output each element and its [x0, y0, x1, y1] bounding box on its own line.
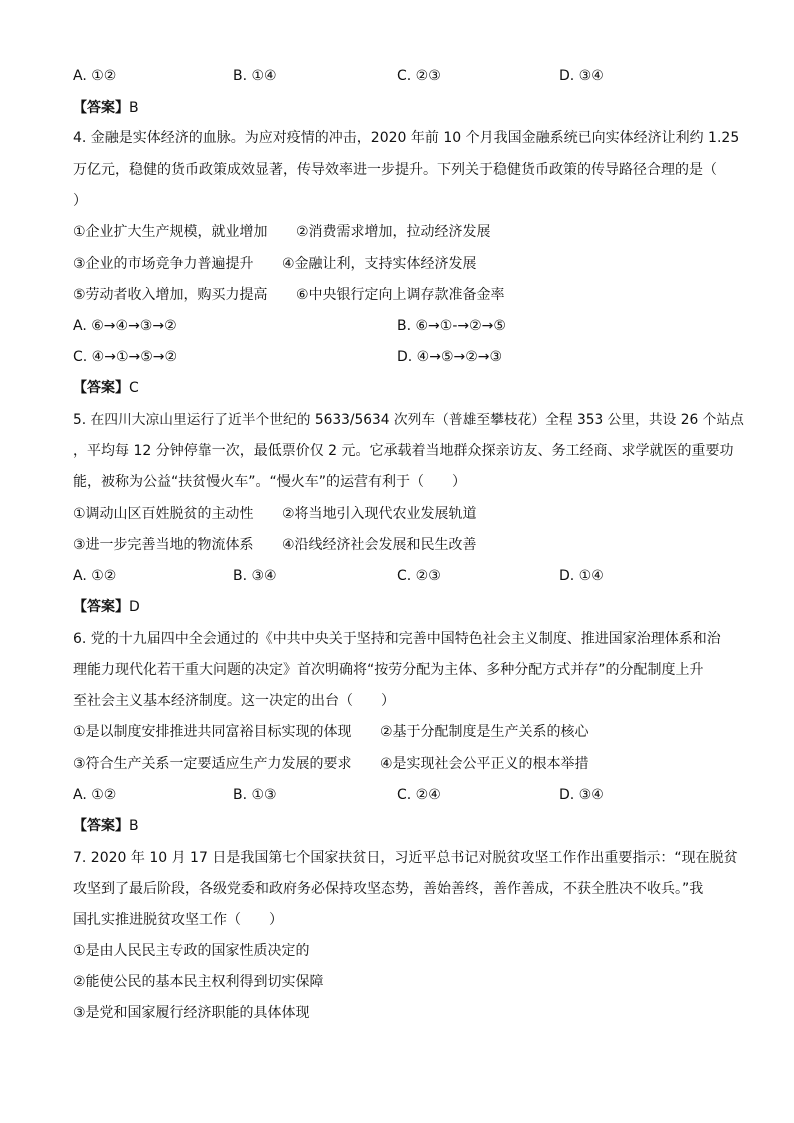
answer-value: C	[129, 380, 139, 396]
q7-statement-3: ③是党和国家履行经济职能的具体体现	[73, 1005, 310, 1021]
answer-label: 【答案】	[73, 599, 129, 615]
q5-statement-1: ①调动山区百姓脱贫的主动性	[73, 506, 254, 522]
q3-answer	[73, 98, 139, 118]
q5-stem-line-1: 5. 在四川大凉山里运行了近半个世纪的 5633/5634 次列车（普雄至攀枝花）全程 353 公里，共设 26 个站点	[73, 412, 744, 428]
q4-statement-3: ③企业的市场竞争力普遍提升	[73, 256, 254, 272]
q6-stem-line-2: 理能力现代化若干重大问题的决定》首次明确将“按劳分配为主体、多种分配方式并存”的分配制度上升	[73, 662, 704, 678]
q4-statement-4: ④金融让利，支持实体经济发展	[282, 256, 477, 272]
q4-statement-6: ⑥中央银行定向上调存款准备金率	[296, 287, 505, 303]
q7-stem-line-2: 攻坚到了最后阶段，各级党委和政府务必保持攻坚态势，善始善终，善作善成，不获全胜决不收兵。”我	[73, 881, 704, 897]
q5-option-c: C. ②③	[397, 568, 441, 584]
q7-stem-line-3: 国扎实推进脱贫攻坚工作（ ）	[73, 912, 283, 928]
q4-statement-2: ②消费需求增加，拉动经济发展	[296, 224, 491, 240]
answer-label: 【答案】	[73, 380, 129, 396]
q7-stem-line-1: 7. 2020 年 10 月 17 日是我国第七个国家扶贫日，习近平总书记对脱贫攻坚工作作出重要指示：“现在脱贫	[73, 850, 738, 866]
q7-statement-1: ①是由人民民主专政的国家性质决定的	[73, 943, 310, 959]
q4-stem-line-1: 4. 金融是实体经济的血脉。为应对疫情的冲击，2020 年前 10 个月我国金融系统已向实体经济让利约 1.25	[73, 130, 740, 146]
q6-statement-2: ②基于分配制度是生产关系的核心	[380, 724, 589, 740]
q5-option-d: D. ①④	[559, 568, 604, 584]
q4-option-a: A. ⑥→④→③→②	[73, 318, 177, 334]
q4-option-d: D. ④→⑤→②→③	[397, 349, 503, 365]
q3-option-a: A. ①②	[73, 68, 117, 84]
q4-answer	[73, 378, 139, 398]
q5-statement-4: ④沿线经济社会发展和民生改善	[282, 537, 477, 553]
q5-stem-line-3: 能，被称为公益“扶贫慢火车”。“慢火车”的运营有利于（ ）	[73, 474, 467, 490]
answer-value: B	[129, 100, 139, 116]
q5-statement-3: ③进一步完善当地的物流体系	[73, 537, 254, 553]
q5-option-b: B. ③④	[233, 568, 277, 584]
q6-option-c: C. ②④	[397, 787, 441, 803]
q4-statement-1: ①企业扩大生产规模，就业增加	[73, 224, 268, 240]
q5-option-a: A. ①②	[73, 568, 117, 584]
q6-option-d: D. ③④	[559, 787, 604, 803]
q5-stem-line-2: ，平均每 12 分钟停靠一次，最低票价仅 2 元。它承载着当地群众探亲访友、务工经商、求学就医的重要功	[73, 443, 734, 459]
q6-statement-1: ①是以制度安排推进共同富裕目标实现的体现	[73, 724, 352, 740]
q7-statement-2: ②能使公民的基本民主权利得到切实保障	[73, 974, 324, 990]
q4-option-b: B. ⑥→①-→②→⑤	[397, 318, 506, 334]
q6-stem-line-1: 6. 党的十九届四中全会通过的《中共中央关于坚持和完善中国特色社会主义制度、推进国家治理体系和治	[73, 631, 721, 647]
q3-option-c: C. ②③	[397, 68, 441, 84]
q4-option-c: C. ④→①→⑤→②	[73, 349, 178, 365]
q6-statement-3: ③符合生产关系一定要适应生产力发展的要求	[73, 756, 352, 772]
q5-statement-2: ②将当地引入现代农业发展轨道	[282, 506, 477, 522]
q5-answer	[73, 597, 140, 617]
q4-stem-line-2: 万亿元，稳健的货币政策成效显著，传导效率进一步提升。下列关于稳健货币政策的传导路径合理的是（	[73, 162, 717, 178]
q6-answer	[73, 816, 139, 836]
q6-option-a: A. ①②	[73, 787, 117, 803]
q3-option-b: B. ①④	[233, 68, 277, 84]
answer-label: 【答案】	[73, 818, 129, 834]
q4-stem-line-3: ）	[73, 193, 87, 209]
q3-option-d: D. ③④	[559, 68, 604, 84]
q6-statement-4: ④是实现社会公平正义的根本举措	[380, 756, 589, 772]
answer-value: D	[129, 599, 140, 615]
answer-label: 【答案】	[73, 100, 129, 116]
q4-statement-5: ⑤劳动者收入增加，购买力提高	[73, 287, 268, 303]
q6-stem-line-3: 至社会主义基本经济制度。这一决定的出台（ ）	[73, 693, 395, 709]
answer-value: B	[129, 818, 139, 834]
q6-option-b: B. ①③	[233, 787, 277, 803]
